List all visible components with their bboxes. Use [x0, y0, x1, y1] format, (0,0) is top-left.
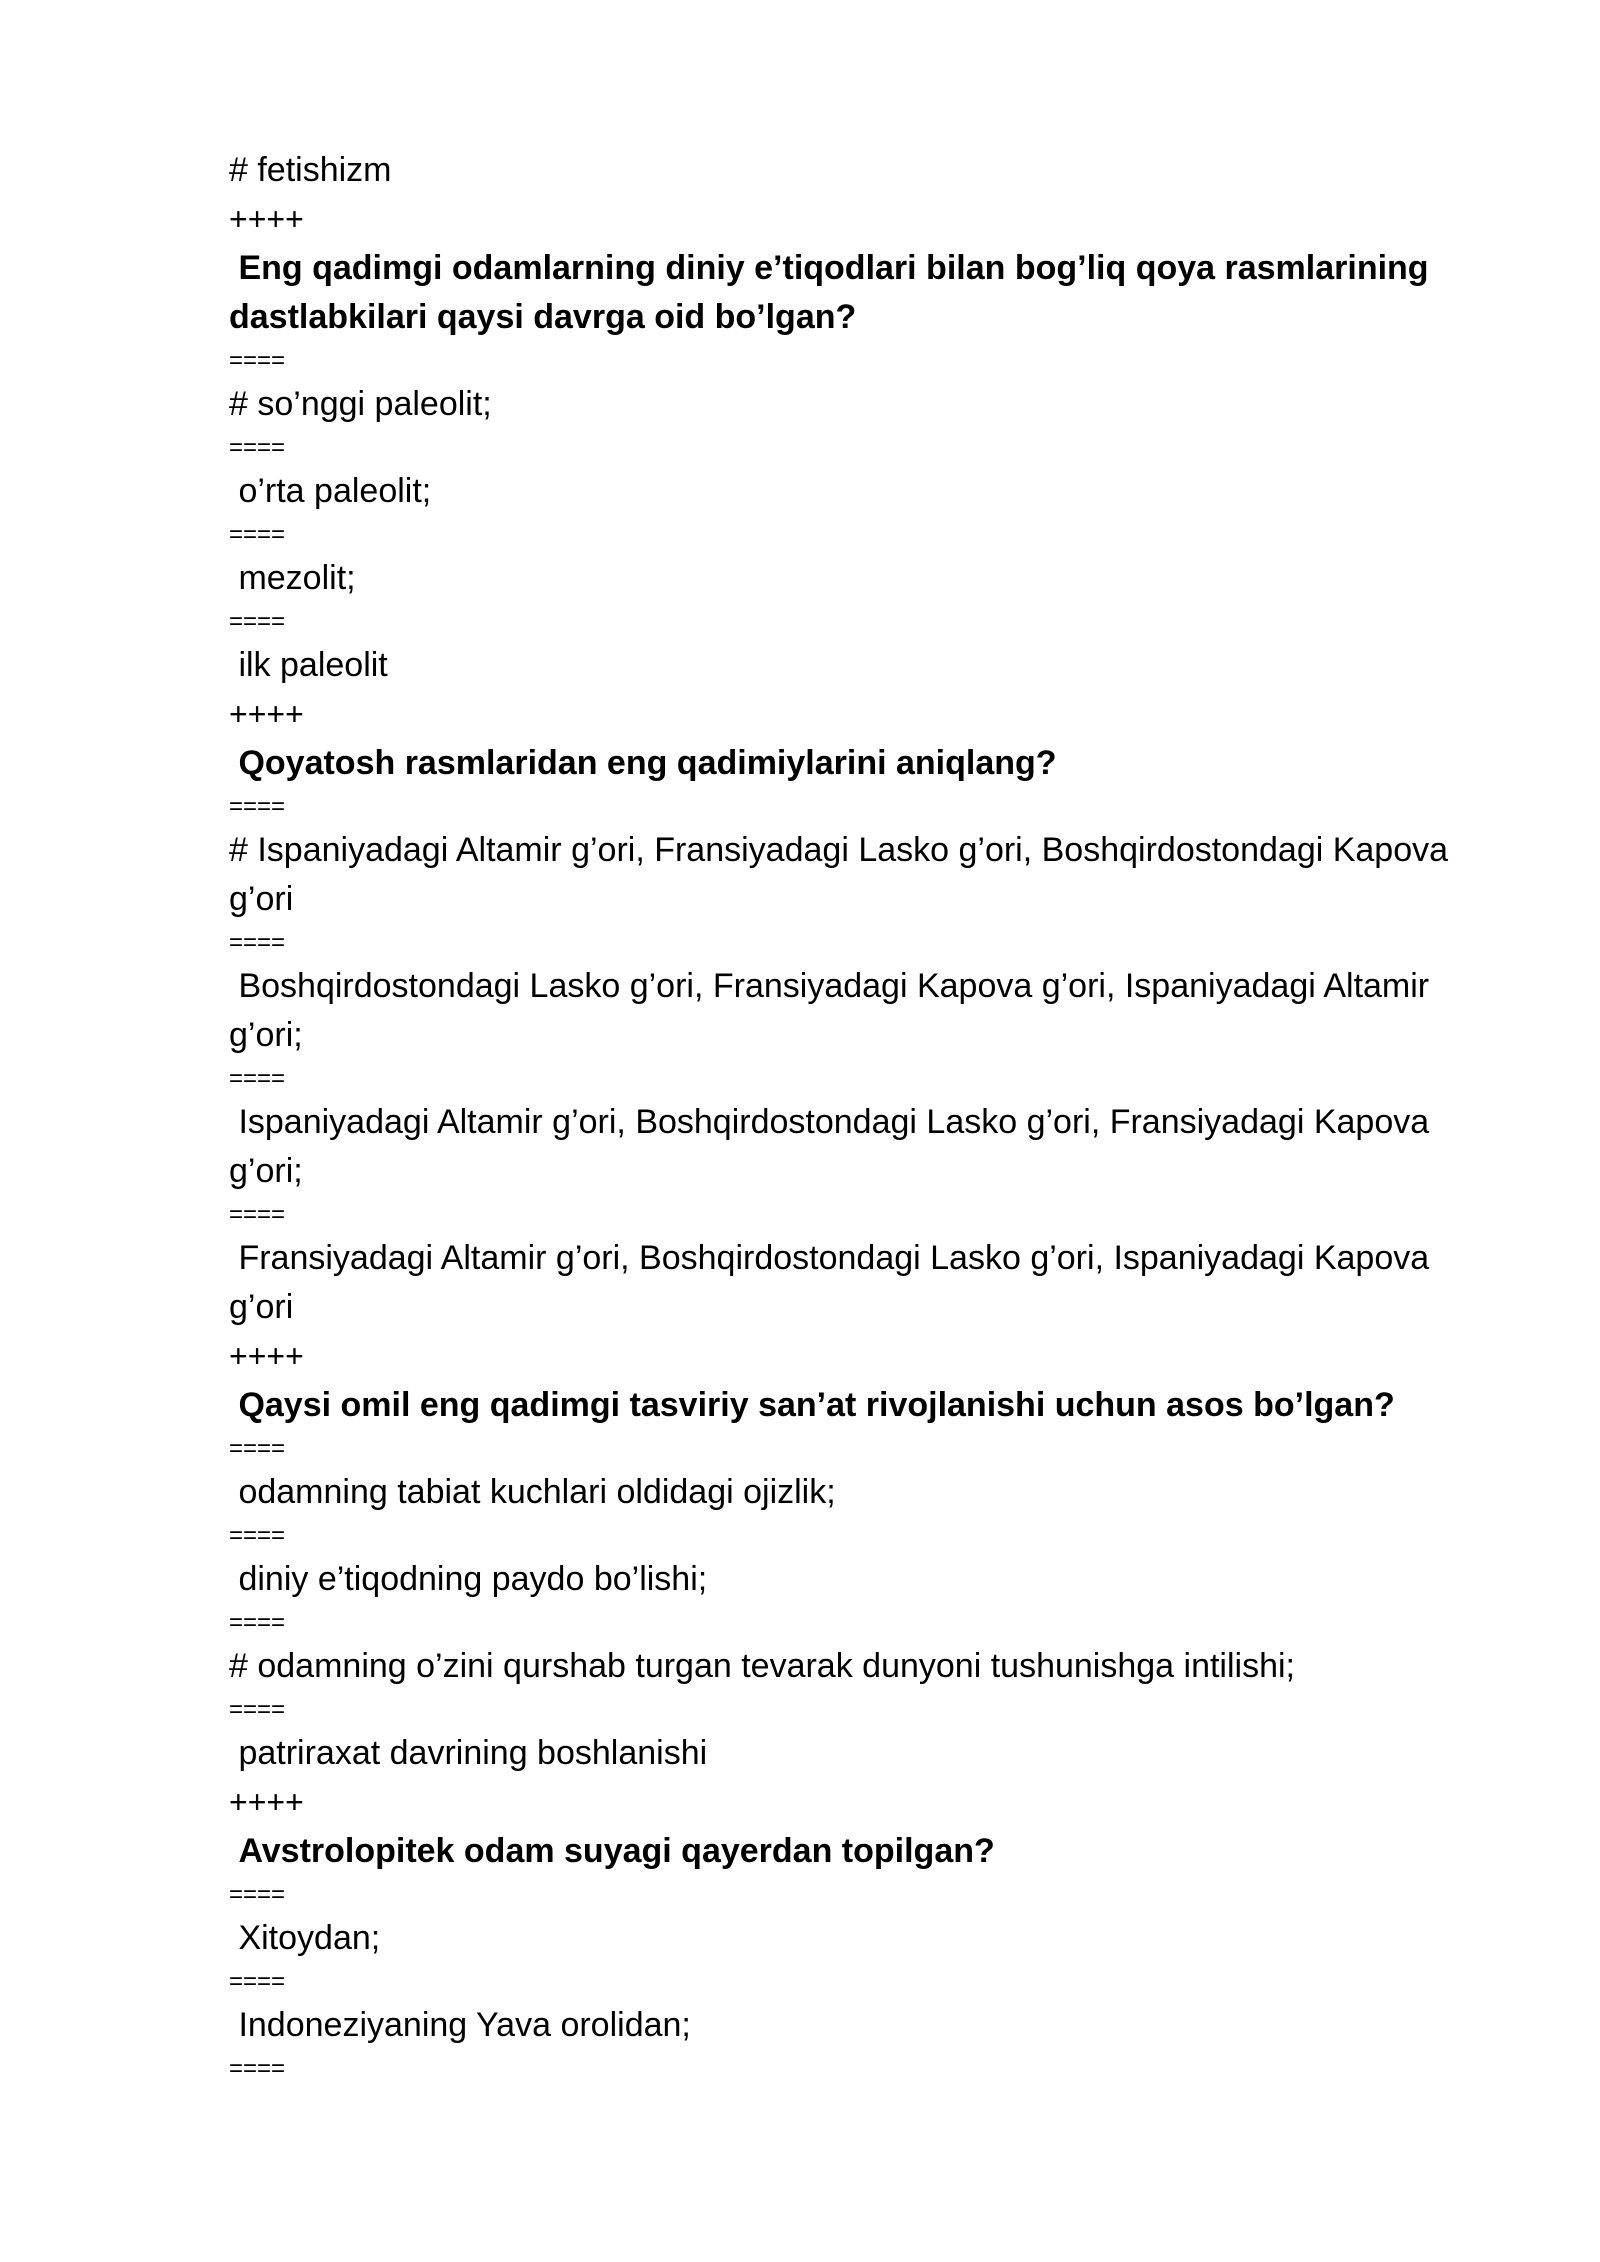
option-separator: ==== [229, 1968, 286, 1995]
question-separator: ++++ [229, 1784, 304, 1820]
answer-option: Indoneziyaning Yava orolidan; [229, 2006, 691, 2044]
answer-option: odamning tabiat kuchlari oldidagi ojizlik; [229, 1473, 836, 1511]
answer-option: o’rta paleolit; [229, 472, 432, 510]
question-text: Eng qadimgi odamlarning diniy e’tiqodlari bilan bog’liq qoya rasmlarining dastlabkilari qaysi davrga oid bo’lgan? [229, 249, 1439, 336]
question-separator: ++++ [229, 1338, 304, 1374]
option-separator: ==== [229, 1609, 286, 1636]
question-separator: ++++ [229, 201, 304, 237]
option-separator: ==== [229, 929, 286, 956]
answer-option: # Ispaniyadagi Altamir g’ori, Fransiyadagi Lasko g’ori, Boshqirdostondagi Kapova g’ori [229, 831, 1458, 918]
answer-option: # odamning o’zini qurshab turgan tevarak dunyoni tushunishga intilishi; [229, 1647, 1296, 1685]
question-text: Avstrolopitek odam suyagi qayerdan topilgan? [229, 1832, 995, 1870]
option-separator: ==== [229, 521, 286, 548]
answer-option: Fransiyadagi Altamir g’ori, Boshqirdostondagi Lasko g’ori, Ispaniyadagi Kapova g’ori [229, 1239, 1439, 1326]
option-separator: ==== [229, 1065, 286, 1092]
option-separator: ==== [229, 2055, 286, 2082]
answer-option: ilk paleolit [229, 646, 388, 684]
answer-option: # so’nggi paleolit; [229, 385, 492, 423]
option-separator: ==== [229, 1522, 286, 1549]
answer-option: # fetishizm [229, 151, 392, 189]
answer-option: Boshqirdostondagi Lasko g’ori, Fransiyadagi Kapova g’ori, Ispaniyadagi Altamir g’ori; [229, 967, 1439, 1054]
answer-option: diniy e’tiqodning paydo bo’lishi; [229, 1560, 708, 1598]
answer-option: Xitoydan; [229, 1919, 381, 1957]
answer-option: Ispaniyadagi Altamir g’ori, Boshqirdostondagi Lasko g’ori, Fransiyadagi Kapova g’ori; [229, 1103, 1439, 1190]
option-separator: ==== [229, 1201, 286, 1228]
answer-option: mezolit; [229, 559, 356, 597]
option-separator: ==== [229, 434, 286, 461]
document-page [229, 146, 1479, 2088]
option-separator: ==== [229, 1435, 286, 1462]
question-text: Qaysi omil eng qadimgi tasviriy san’at rivojlanishi uchun asos bo’lgan? [229, 1386, 1395, 1424]
option-separator: ==== [229, 793, 286, 820]
option-separator: ==== [229, 347, 286, 374]
question-text: Qoyatosh rasmlaridan eng qadimiylarini aniqlang? [229, 744, 1057, 782]
answer-option: patriraxat davrining boshlanishi [229, 1734, 708, 1772]
option-separator: ==== [229, 608, 286, 635]
option-separator: ==== [229, 1881, 286, 1908]
question-separator: ++++ [229, 696, 304, 732]
option-separator: ==== [229, 1696, 286, 1723]
